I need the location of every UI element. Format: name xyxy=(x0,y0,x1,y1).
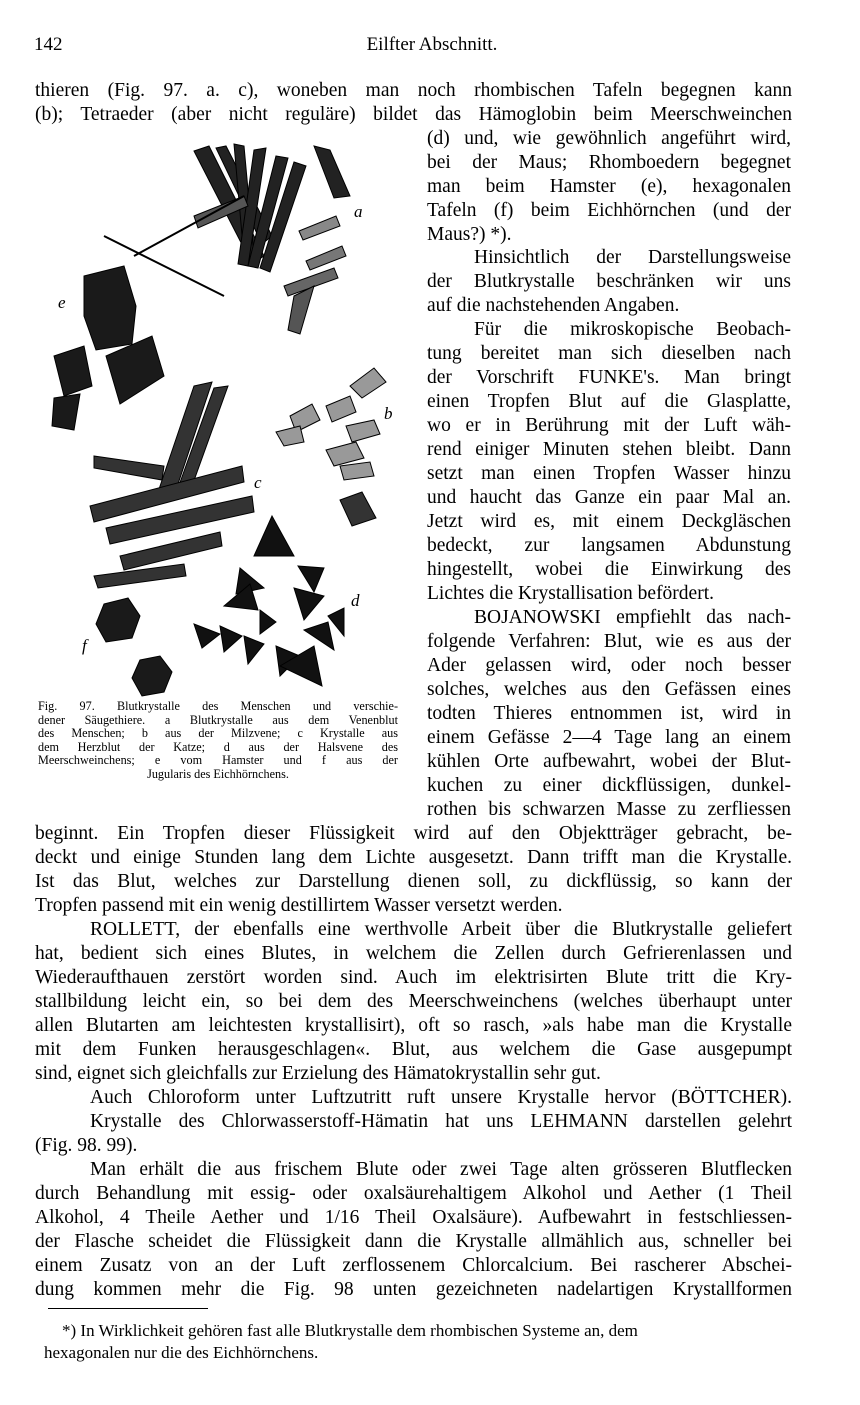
text-line: BOJANOWSKI empfiehlt das nach- xyxy=(474,607,791,628)
text-line: todten Thieres entnommen ist, wird in xyxy=(427,703,791,724)
text-line: einem Zusatz von an der Luft zerflossenem Chlorcalcium. Bei rascherer Abschei- xyxy=(35,1255,792,1276)
crystals-e xyxy=(52,266,164,430)
text-line: solches, welches aus den Gefässen eines xyxy=(427,679,791,700)
text-line: kuchen zu einer dickflüssigen, dunkel- xyxy=(427,775,791,796)
text-line: tung bereitet man sich dieselben nach xyxy=(427,343,791,364)
crystals-f xyxy=(96,598,172,696)
text-line: beginnt. Ein Tropfen dieser Flüssigkeit wird auf den Objektträger gebracht, be- xyxy=(35,823,792,844)
running-head: Eilfter Abschnitt. xyxy=(366,34,498,55)
text-line: wo er in Berührung mit der Luft wäh- xyxy=(427,415,791,436)
text-line: kühlen Orte aufbewahrt, wobei der Blut- xyxy=(427,751,791,772)
text-line: durch Behandlung mit essig- oder oxalsäurehaltigem Alkohol und Aether (1 Theil xyxy=(35,1183,792,1204)
footnote-line: hexagonalen nur die des Eichhörnchens. xyxy=(44,1343,319,1362)
text-line: Für die mikroskopische Beobach- xyxy=(474,319,791,340)
figure-letter-c: c xyxy=(254,473,262,492)
text-line: folgende Verfahren: Blut, wie es aus der xyxy=(427,631,791,652)
crystals-b xyxy=(276,368,386,526)
page-number: 142 xyxy=(34,34,63,55)
figure-97-illustration xyxy=(44,136,414,702)
caption-line: Jugularis des Eichhörnchens. xyxy=(147,766,289,781)
text-line: bedeckt, zur langsamen Abdunstung xyxy=(427,535,791,556)
text-line: auf die nachstehenden Angaben. xyxy=(427,295,680,316)
text-line: Hinsichtlich der Darstellungsweise xyxy=(474,247,791,268)
text-line: (d) und, wie gewöhnlich angeführt wird, xyxy=(427,128,791,149)
text-line: Maus?) *). xyxy=(427,224,512,245)
figure-letter-b: b xyxy=(384,404,393,423)
text-line: hingestellt, wobei die Einwirkung des xyxy=(427,559,791,580)
caption-line: Meerschweinchens; e vom Hamster und f aus der xyxy=(38,753,398,768)
text-line: rend einiger Minuten stehen bleibt. Dann xyxy=(427,439,791,460)
text-line: setzt man einen Tropfen Wasser hinzu xyxy=(427,463,791,484)
caption-line: dem Herzblut der Katze; d aus der Halsvene des xyxy=(38,739,398,754)
text-line: stallbildung leicht ein, so bei dem des Meerschweinchens (welches überhaupt unter xyxy=(35,991,792,1012)
text-line: hat, bedient sich eines Blutes, in welchem die Zellen durch Gefrierenlassen und xyxy=(35,943,792,964)
figure-caption xyxy=(38,700,398,782)
text-line: Wiederaufthauen zerstört worden sind. Auch im elektrisirten Blute tritt die Kry- xyxy=(35,967,792,988)
text-line: Krystalle des Chlorwasserstoff-Hämatin hat uns LEHMANN darstellen gelehrt xyxy=(90,1111,792,1132)
text-line: (Fig. 98. 99). xyxy=(35,1135,138,1156)
text-line: sind, eignet sich gleichfalls zur Erzielung des Hämatokrystallin sehr gut. xyxy=(35,1063,601,1084)
text-line: man beim Hamster (e), hexagonalen xyxy=(427,176,791,197)
footnote-divider xyxy=(48,1308,208,1309)
text-line: und haucht das Ganze ein paar Mal an. xyxy=(427,487,791,508)
text-line: deckt und einige Stunden lang dem Lichte ausgesetzt. Dann trifft man die Krystalle. xyxy=(35,847,792,868)
text-line: ROLLETT, der ebenfalls eine werthvolle Arbeit über die Blutkrystalle geliefert xyxy=(90,919,792,940)
crystals-a xyxy=(104,144,350,334)
text-line: Tropfen passend mit ein wenig destillirtem Wasser versetzt werden. xyxy=(35,895,563,916)
text-line: bei der Maus; Rhomboedern begegnet xyxy=(427,152,791,173)
caption-line: des Menschen; b aus der Milzvene; c Krystalle aus xyxy=(38,726,398,741)
figure-letter-d: d xyxy=(351,591,360,610)
text-line: Ist das Blut, welches zur Darstellung dienen soll, zu dickflüssig, so kann der xyxy=(35,871,792,892)
text-line: der Flasche scheidet die Flüssigkeit dann die Krystalle allmählich aus, schneller bei xyxy=(35,1231,792,1252)
text-line: mit dem Funken herausgeschlagen«. Blut, aus welchem die Gase ausgepumpt xyxy=(35,1039,792,1060)
text-line: der Blutkrystalle beschränken wir uns xyxy=(427,271,791,292)
figure-letter-f: f xyxy=(82,636,87,655)
caption-line: Fig. 97. Blutkrystalle des Menschen und verschie- xyxy=(38,699,398,713)
caption-line: dener Säugethiere. a Blutkrystalle aus dem Venenblut xyxy=(38,712,398,727)
text-line: dung kommen mehr die Fig. 98 unten gezeichneten nadelartigen Krystallformen xyxy=(35,1279,792,1300)
crystals-c xyxy=(90,382,254,588)
text-line: Lichtes die Krystallisation befördert. xyxy=(427,583,714,604)
text-line: rothen bis schwarzen Masse zu zerfliessen xyxy=(427,799,791,820)
text-line: thieren (Fig. 97. a. c), woneben man noch rhombischen Tafeln begegnen kann xyxy=(35,80,792,101)
text-line: der Vorschrift FUNKE's. Man bringt xyxy=(427,367,791,388)
figure-letter-e: e xyxy=(58,293,66,312)
text-line: (b); Tetraeder (aber nicht reguläre) bildet das Hämoglobin beim Meerschweinchen xyxy=(35,104,792,125)
text-line: Auch Chloroform unter Luftzutritt ruft unsere Krystalle hervor (BÖTTCHER). xyxy=(90,1087,792,1108)
text-line: Tafeln (f) beim Eichhörnchen (und der xyxy=(427,200,791,221)
text-line: Man erhält die aus frischem Blute oder zwei Tage alten grösseren Blutflecken xyxy=(90,1159,792,1180)
text-line: allen Blutarten am leichtesten krystallisirt), oft so rasch, »als habe man die Krystalle xyxy=(35,1015,792,1036)
text-line: Jetzt wird es, mit einem Deckgläschen xyxy=(427,511,791,532)
text-line: einen Tropfen Blut auf die Glasplatte, xyxy=(427,391,791,412)
text-line: Alkohol, 4 Theile Aether und 1/16 Theil Oxalsäure). Aufbewahrt in festschliessen- xyxy=(35,1207,792,1228)
figure-letter-a: a xyxy=(354,202,363,221)
page-header xyxy=(34,34,830,60)
text-line: Ader gelassen wird, oder noch besser xyxy=(427,655,791,676)
text-line: einem Gefässe 2—4 Tage lang an einem xyxy=(427,727,791,748)
footnote-line: *) In Wirklichkeit gehören fast alle Blutkrystalle dem rhombischen Systeme an, dem xyxy=(62,1321,638,1340)
